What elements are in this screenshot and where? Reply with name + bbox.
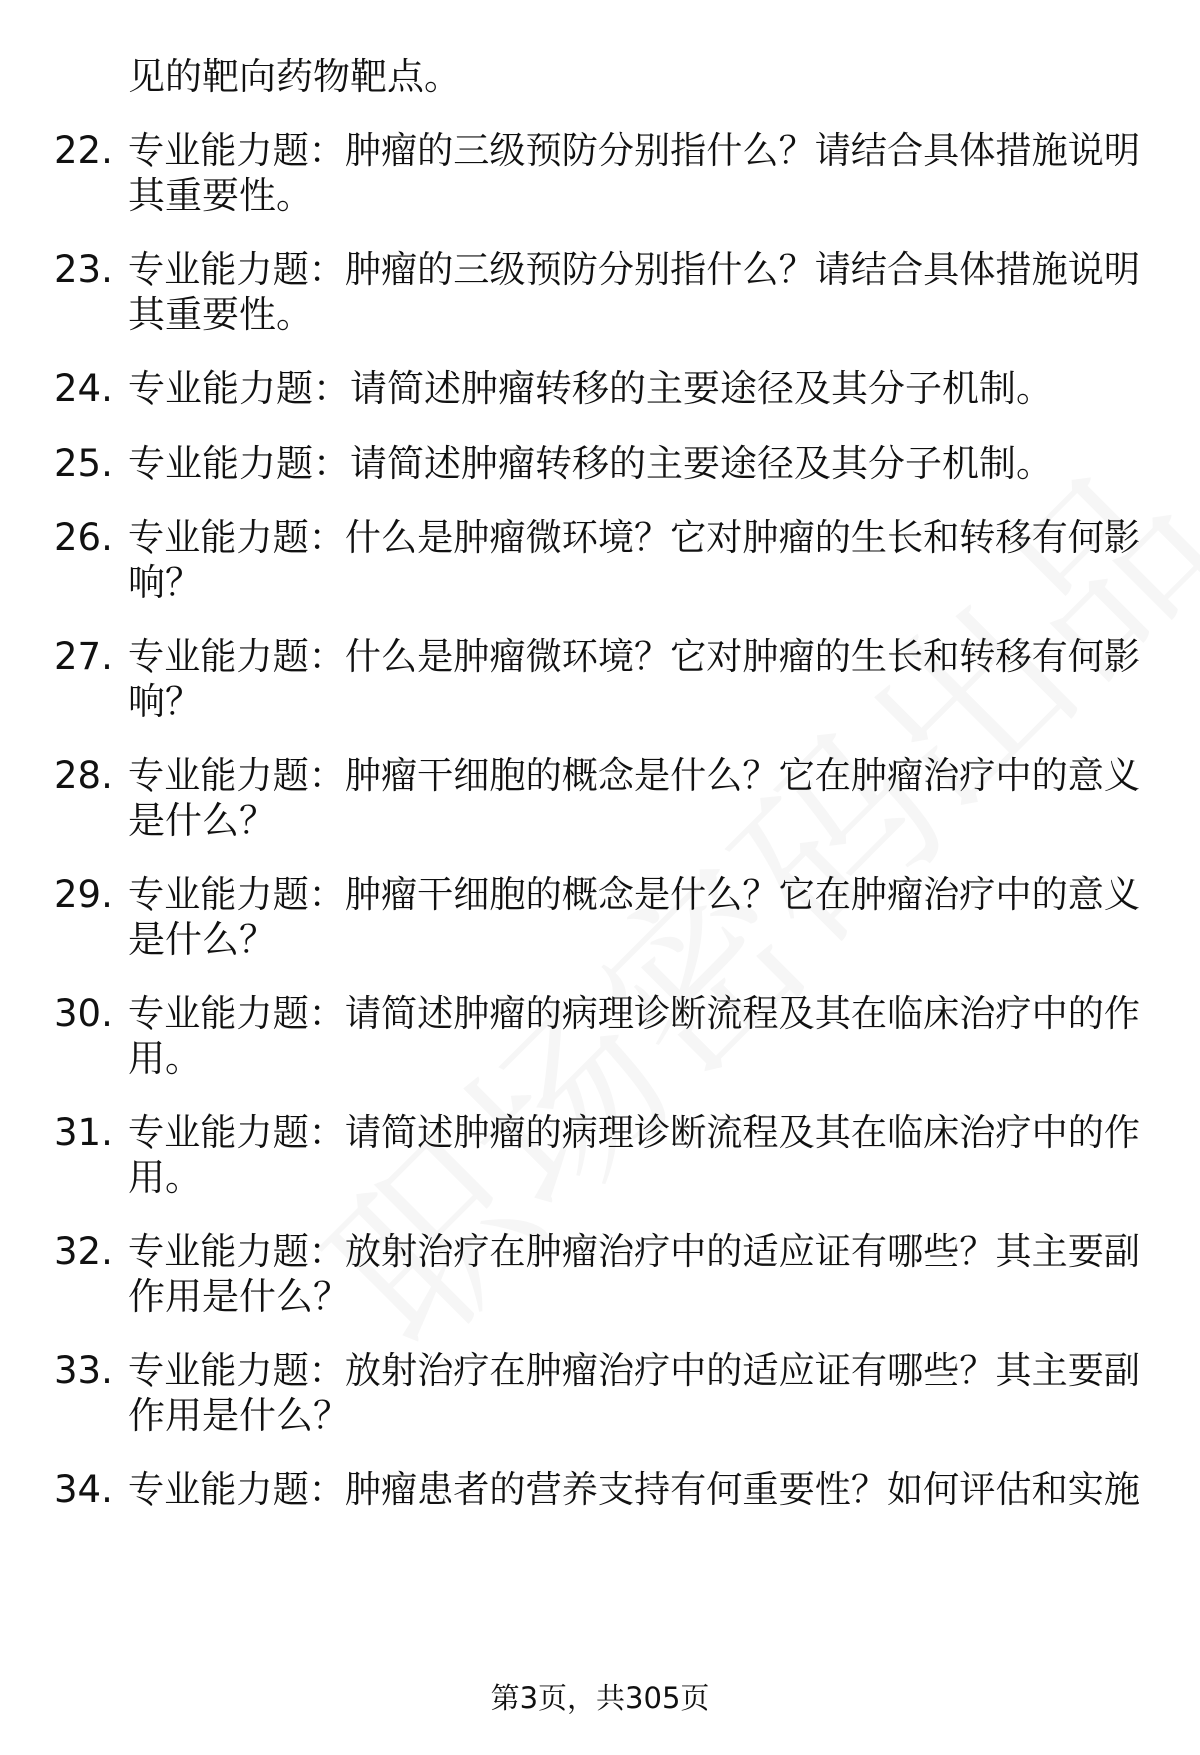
question-text-line2: 用。 — [128, 1037, 202, 1080]
question-text-line1: 专业能力题：什么是肿瘤微环境？它对肿瘤的生长和转移有何影 — [128, 635, 1140, 678]
question-text-line2: 是什么？ — [128, 918, 276, 961]
intro-tail-text: 见的靶向药物靶点。 — [128, 55, 461, 98]
question-number: 26. — [54, 516, 113, 559]
question-text-line2: 其重要性。 — [128, 293, 313, 336]
question-text-line1: 专业能力题：放射治疗在肿瘤治疗中的适应证有哪些？其主要副 — [128, 1230, 1140, 1273]
question-text-line1: 专业能力题：请简述肿瘤的病理诊断流程及其在临床治疗中的作 — [128, 992, 1140, 1035]
question-text-line1: 专业能力题：放射治疗在肿瘤治疗中的适应证有哪些？其主要副 — [128, 1349, 1140, 1392]
question-text-line2: 响？ — [128, 680, 202, 723]
question-text-line1: 专业能力题：肿瘤患者的营养支持有何重要性？如何评估和实施 — [128, 1468, 1140, 1511]
page-footer: 第3页，共305页 — [490, 1681, 710, 1715]
question-number: 24. — [54, 367, 113, 410]
question-text-line1: 专业能力题：请简述肿瘤转移的主要途径及其分子机制。 — [128, 442, 1053, 485]
question-text-line2: 其重要性。 — [128, 174, 313, 217]
question-number: 34. — [54, 1468, 113, 1511]
question-text-line2: 响？ — [128, 561, 202, 604]
question-number: 28. — [54, 754, 113, 797]
question-text-line2: 是什么？ — [128, 799, 276, 842]
question-number: 30. — [54, 992, 113, 1035]
question-number: 23. — [54, 248, 113, 291]
question-number: 33. — [54, 1349, 113, 1392]
question-text-line2: 作用是什么？ — [128, 1394, 350, 1437]
question-text-line2: 作用是什么？ — [128, 1275, 350, 1318]
question-text-line1: 专业能力题：肿瘤的三级预防分别指什么？请结合具体措施说明 — [128, 129, 1140, 172]
question-number: 29. — [54, 873, 113, 916]
question-number: 22. — [54, 129, 113, 172]
question-number: 27. — [54, 635, 113, 678]
question-text-line1: 专业能力题：肿瘤干细胞的概念是什么？它在肿瘤治疗中的意义 — [128, 873, 1140, 916]
question-text-line1: 专业能力题：请简述肿瘤的病理诊断流程及其在临床治疗中的作 — [128, 1111, 1140, 1154]
question-text-line1: 专业能力题：肿瘤的三级预防分别指什么？请结合具体措施说明 — [128, 248, 1140, 291]
question-text-line1: 专业能力题：请简述肿瘤转移的主要途径及其分子机制。 — [128, 367, 1053, 410]
question-number: 32. — [54, 1230, 113, 1273]
question-text-line1: 专业能力题：肿瘤干细胞的概念是什么？它在肿瘤治疗中的意义 — [128, 754, 1140, 797]
question-text-line1: 专业能力题：什么是肿瘤微环境？它对肿瘤的生长和转移有何影 — [128, 516, 1140, 559]
question-number: 31. — [54, 1111, 113, 1154]
question-text-line2: 用。 — [128, 1156, 202, 1199]
question-number: 25. — [54, 442, 113, 485]
